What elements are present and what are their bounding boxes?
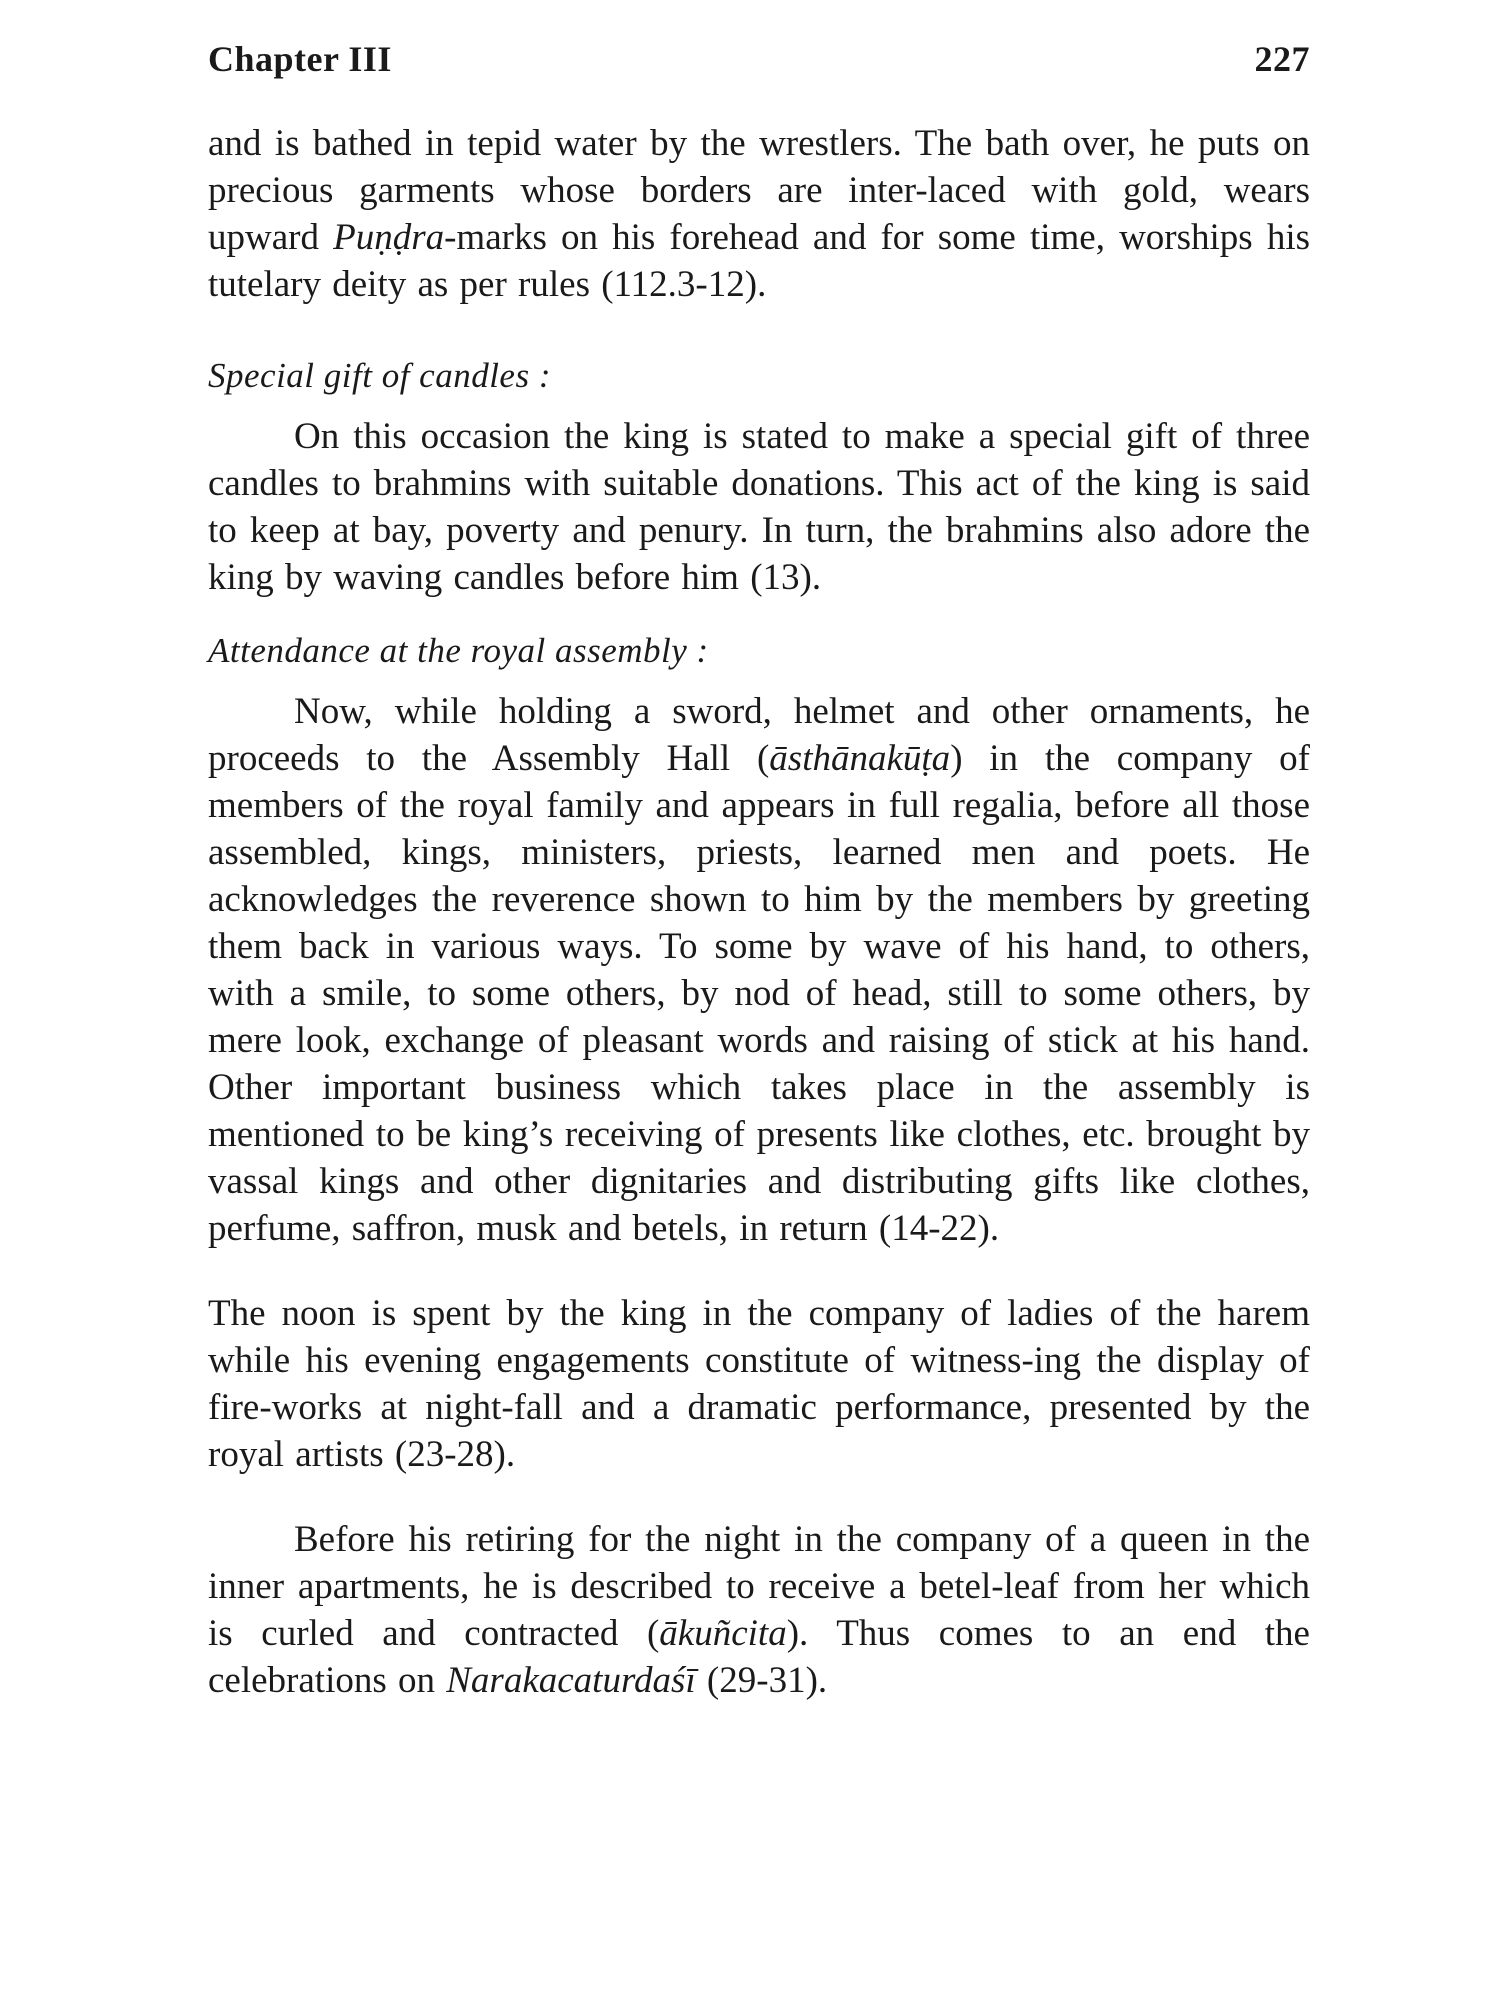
paragraph-assembly <box>208 688 1310 1252</box>
paragraph-night-text: Before his retiring for the night in the company of a queen in the inner apartments, he is described to receive a betel-leaf from her which is curled and contracted ( <box>208 1519 1310 1654</box>
paragraph-night-rest: (29-31). <box>695 1660 828 1701</box>
paragraph-noon: The noon is spent by the king in the company of ladies of the harem while his evening engagements constitute of witness-ing the display of fire-works at night-fall and a dramatic performance, presented by the royal artists (23-28). <box>208 1293 1310 1475</box>
paragraph-bath-rest: -marks on his forehead and for some time, worships his tutelary deity as per rules (112.3-12). <box>208 217 1310 305</box>
paragraph-bath <box>208 120 1310 308</box>
section-heading-assembly: Attendance at the royal assembly : <box>208 631 709 670</box>
page-number: 227 <box>1254 39 1310 79</box>
pundra-term: Puṇḍra <box>333 217 445 258</box>
paragraph-candles: On this occasion the king is stated to make a special gift of three candles to brahmins with suitable donations. This act of the king is said to keep at bay, poverty and penury. In turn, the brahmins also adore the king by waving candles before him (13). <box>208 416 1310 598</box>
paragraph-bath-text: and is bathed in tepid water by the wrestlers. The bath over, he puts on precious garments whose borders are inter-laced with gold, wears upward <box>208 123 1310 258</box>
book-page <box>208 38 1310 1704</box>
paragraph-assembly-rest: ) in the company of members of the royal family and appears in full regalia, before all those assembled, kings, ministers, priests, learned men and poets. He acknowledges the reverence shown to him by the members by greeting them back in various ways. To some by wave of his hand, to others, with a smile, to some others, by nod of head, still to some others, by mere look, exchange of pleasant words and raising of stick at his hand. Other important business which takes place in the assembly is mentioned to be king’s receiving of presents like clothes, etc. brought by vassal kings and other dignitaries and distributing gifts like clothes, perfume, saffron, musk and betels, in return (14-22). <box>208 738 1311 1249</box>
section-heading-candles: Special gift of candles : <box>208 356 551 395</box>
chapter-title: Chapter III <box>208 39 392 79</box>
paragraph-assembly-text: Now, while holding a sword, helmet and other ornaments, he proceeds to the Assembly Hall ( <box>208 691 1310 779</box>
paragraph-night-mid: ). Thus comes to an end the celebrations on <box>208 1613 1310 1701</box>
akuncita-term: ākuñcita <box>659 1613 787 1654</box>
narakacaturdasi-term: Narakacaturdaśī <box>446 1660 696 1701</box>
paragraph-night <box>208 1516 1310 1704</box>
running-head <box>208 38 1310 80</box>
asthanakuta-term: āsthānakūṭa <box>769 738 951 779</box>
